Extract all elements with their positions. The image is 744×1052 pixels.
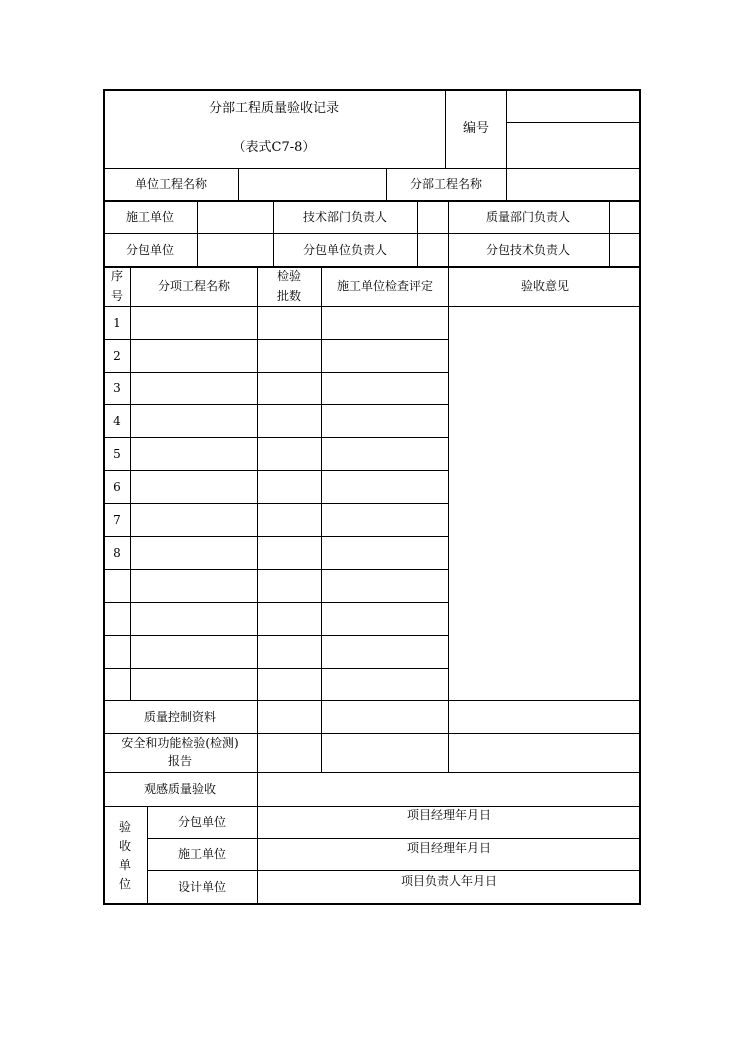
- subcontract-unit-head-label: 分包单位负责人: [302, 243, 388, 257]
- line: [103, 700, 641, 701]
- line: [103, 503, 448, 504]
- line: [147, 806, 148, 904]
- acceptance-construction-sign[interactable]: 项目经理年月日: [406, 841, 492, 855]
- line: [609, 201, 610, 267]
- line: [273, 201, 274, 267]
- line: [103, 266, 641, 268]
- unit-project-name-label: 单位工程名称: [134, 177, 208, 191]
- col-evaluation: 施工单位检查评定: [336, 279, 434, 293]
- acceptance-subcontract-unit-label: 分包单位: [177, 815, 227, 829]
- line: [103, 306, 641, 307]
- quality-control-docs-label: 质量控制资料: [143, 710, 217, 724]
- tech-dept-head-field[interactable]: [419, 203, 447, 232]
- acceptance-subcontract-sign[interactable]: 项目经理年月日: [406, 808, 492, 822]
- line: [448, 267, 449, 773]
- form-code: （表式C7-8）: [232, 140, 316, 155]
- col-seq-bottom: 号: [110, 289, 124, 303]
- line: [417, 201, 418, 267]
- border-right: [639, 89, 641, 905]
- line: [103, 200, 641, 202]
- sub-project-name-label: 分部工程名称: [409, 177, 483, 191]
- col-item-name: 分项工程名称: [157, 279, 231, 293]
- tech-dept-head-label: 技术部门负责人: [302, 210, 388, 224]
- line: [103, 569, 448, 570]
- number-label: 编号: [462, 121, 490, 136]
- border-left: [103, 89, 105, 905]
- border-bottom: [103, 903, 641, 905]
- line: [103, 168, 641, 169]
- line: [103, 404, 448, 405]
- line: [506, 168, 507, 201]
- row-number: 5: [113, 447, 121, 461]
- line: [103, 536, 448, 537]
- col-batch-top: 检验: [276, 269, 302, 283]
- row-number: 6: [113, 480, 121, 494]
- safety-report-label-line1: 安全和功能检验(检测): [121, 736, 239, 750]
- line: [103, 668, 448, 669]
- line: [103, 339, 448, 340]
- line: [448, 201, 449, 267]
- col-opinion: 验收意见: [520, 279, 570, 293]
- line: [506, 122, 640, 123]
- subcontract-unit-field[interactable]: [199, 235, 272, 265]
- line: [506, 89, 507, 168]
- subcontract-unit-label: 分包单位: [125, 243, 175, 257]
- line: [103, 772, 641, 773]
- line: [238, 168, 239, 201]
- appearance-quality-label: 观感质量验收: [143, 782, 217, 796]
- appearance-quality-field[interactable]: [259, 774, 638, 805]
- construction-unit-label: 施工单位: [125, 210, 175, 224]
- acceptance-construction-unit-label: 施工单位: [177, 847, 227, 861]
- line: [147, 838, 641, 839]
- col-seq-top: 序: [110, 269, 124, 283]
- line: [103, 233, 641, 234]
- subcontract-tech-head-field[interactable]: [611, 235, 638, 265]
- acceptance-opinion-field[interactable]: [450, 308, 638, 699]
- row-number: 3: [113, 381, 121, 395]
- number-value-cell-2[interactable]: [508, 124, 638, 167]
- row-number: 7: [113, 513, 121, 527]
- acceptance-design-unit-label: 设计单位: [177, 880, 227, 894]
- subcontract-tech-head-label: 分包技术负责人: [485, 243, 571, 257]
- unit-project-name-field[interactable]: [240, 170, 385, 200]
- line: [103, 372, 448, 373]
- col-batch-bottom: 批数: [276, 289, 302, 303]
- acceptance-design-sign[interactable]: 项目负责人年月日: [400, 874, 498, 888]
- row-number: 4: [113, 414, 121, 428]
- line: [103, 806, 641, 807]
- line: [386, 168, 387, 201]
- line: [103, 733, 641, 734]
- line: [445, 89, 446, 168]
- subcontract-unit-head-field[interactable]: [419, 235, 447, 265]
- number-value-cell-1[interactable]: [508, 91, 638, 121]
- line: [257, 267, 258, 807]
- line: [103, 470, 448, 471]
- line: [257, 806, 258, 904]
- sub-project-name-field[interactable]: [508, 170, 638, 200]
- acceptance-char: 验: [118, 820, 132, 834]
- row-number: 1: [113, 316, 121, 330]
- line: [321, 267, 322, 773]
- line: [103, 437, 448, 438]
- row-number: 2: [113, 349, 121, 363]
- form-title: 分部工程质量验收记录: [208, 101, 340, 116]
- line: [147, 870, 641, 871]
- line: [197, 201, 198, 267]
- quality-dept-head-field[interactable]: [611, 203, 638, 232]
- acceptance-char: 单: [118, 858, 132, 872]
- acceptance-char: 收: [118, 839, 132, 853]
- safety-report-label-line2: 报告: [167, 754, 193, 768]
- line: [103, 635, 448, 636]
- acceptance-char: 位: [118, 877, 132, 891]
- quality-dept-head-label: 质量部门负责人: [485, 210, 571, 224]
- line: [103, 602, 448, 603]
- construction-unit-field[interactable]: [199, 203, 272, 232]
- row-number: 8: [113, 546, 121, 560]
